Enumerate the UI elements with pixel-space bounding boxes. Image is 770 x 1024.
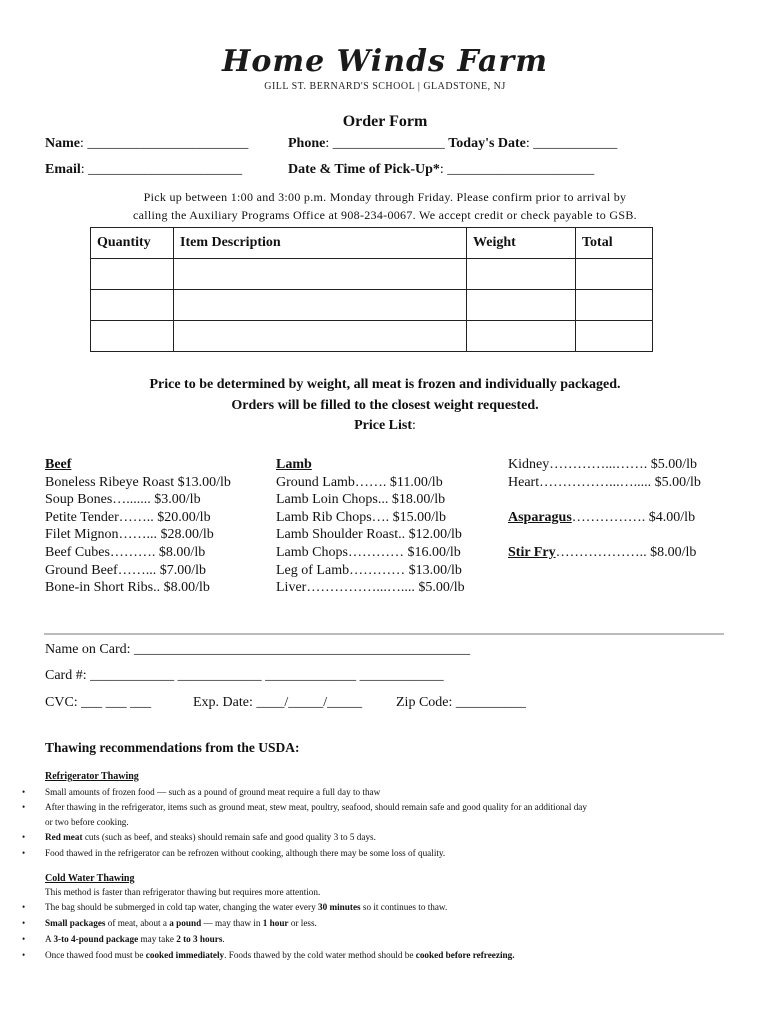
list-item: Small packages of meat, about a a pound — may thaw in 1 hour or less. bbox=[45, 918, 317, 928]
list-item: Lamb Shoulder Roast.. $12.00/lb bbox=[276, 527, 462, 543]
pickup-label: Date & Time of Pick-Up* bbox=[288, 162, 440, 177]
list-item: The bag should be submerged in cold tap water, changing the water every 30 minutes so it continues to thaw. bbox=[45, 902, 448, 912]
bullet-icon: • bbox=[22, 934, 26, 944]
lamb-price-list bbox=[276, 456, 465, 597]
stir-fry-price: Stir Fry……………….. $8.00/lb bbox=[508, 544, 697, 560]
form-title: Order Form bbox=[342, 113, 428, 130]
list-item: After thawing in the refrigerator, items such as ground meat, stew meat, poultry, seafood, should remain safe and good quality for an additional day bbox=[45, 802, 587, 812]
col-quantity: Quantity bbox=[91, 228, 174, 259]
list-item: Small amounts of frozen food — such as a pound of ground meat require a full day to thaw bbox=[45, 787, 381, 797]
exp-date-field[interactable]: Exp. Date: ____/_____/_____ bbox=[193, 695, 363, 710]
heart-price: Heart……………...…..... $5.00/lb bbox=[508, 474, 701, 490]
cold-water-thawing-title: Cold Water Thawing bbox=[45, 873, 135, 884]
lamb-heading: Lamb bbox=[276, 457, 312, 472]
list-item: Lamb Loin Chops... $18.00/lb bbox=[276, 492, 446, 508]
col-total: Total bbox=[576, 228, 653, 259]
table-row bbox=[91, 259, 653, 290]
col-weight: Weight bbox=[467, 228, 576, 259]
description-cell[interactable] bbox=[174, 259, 467, 290]
name-label: Name bbox=[45, 136, 80, 151]
pickup-note-2: calling the Auxiliary Programs Office at 908-234-0067. We accept credit or check payable to GSB. bbox=[133, 208, 637, 222]
list-item-continued: or two before cooking. bbox=[45, 817, 129, 827]
list-item: Liver……………...….... $5.00/lb bbox=[276, 580, 465, 596]
description-cell[interactable] bbox=[174, 290, 467, 321]
logo-title: Home Winds Farm bbox=[222, 44, 548, 79]
email-label: Email bbox=[45, 162, 81, 177]
list-item: Lamb Chops………… $16.00/lb bbox=[276, 544, 461, 560]
total-cell[interactable] bbox=[576, 321, 653, 352]
bullet-icon: • bbox=[22, 950, 26, 960]
bullet-icon: • bbox=[22, 848, 26, 858]
table-row bbox=[91, 290, 653, 321]
list-item: Beef Cubes………. $8.00/lb bbox=[45, 544, 206, 560]
list-item: Filet Mignon……... $28.00/lb bbox=[45, 527, 214, 543]
list-item: Bone-in Short Ribs.. $8.00/lb bbox=[45, 580, 210, 596]
order-table bbox=[90, 227, 653, 352]
total-cell[interactable] bbox=[576, 290, 653, 321]
beef-heading: Beef bbox=[45, 457, 72, 472]
pickup-field[interactable]: Date & Time of Pick-Up*: _____________________ bbox=[288, 162, 595, 177]
name-field[interactable]: Name: _______________________ bbox=[45, 136, 249, 151]
email-field[interactable]: Email: ______________________ bbox=[45, 162, 243, 177]
list-item: Food thawed in the refrigerator can be refrozen without cooking, although there may be some loss of quality. bbox=[45, 848, 446, 858]
bullet-icon: • bbox=[22, 902, 26, 912]
card-number-field[interactable]: Card #: ____________ ____________ _____________ ____________ bbox=[45, 668, 444, 683]
list-item: Boneless Ribeye Roast $13.00/lb bbox=[45, 474, 231, 490]
asparagus-price: Asparagus……………. $4.00/lb bbox=[508, 509, 696, 525]
cvc-field[interactable]: CVC: ___ ___ ___ bbox=[45, 695, 152, 710]
phone-label: Phone bbox=[288, 136, 326, 151]
today-date-label: Today's Date bbox=[448, 136, 526, 151]
weight-cell[interactable] bbox=[467, 321, 576, 352]
list-item: A 3-to 4-pound package may take 2 to 3 hours. bbox=[45, 934, 225, 944]
list-item: Leg of Lamb………… $13.00/lb bbox=[276, 562, 462, 578]
weight-cell[interactable] bbox=[467, 290, 576, 321]
beef-price-list bbox=[45, 456, 231, 597]
bullet-icon: • bbox=[22, 787, 26, 797]
other-price-list bbox=[508, 456, 701, 562]
list-item: Lamb Rib Chops…. $15.00/lb bbox=[276, 509, 446, 525]
list-item: Red meat cuts (such as beef, and steaks) should remain safe and good quality 3 to 5 days. bbox=[45, 832, 376, 842]
list-item: Ground Beef……... $7.00/lb bbox=[45, 562, 206, 578]
quantity-cell[interactable] bbox=[91, 259, 174, 290]
list-item: Ground Lamb……. $11.00/lb bbox=[276, 474, 443, 490]
refrigerator-thawing-title: Refrigerator Thawing bbox=[45, 771, 139, 782]
table-header-row bbox=[91, 228, 653, 259]
pickup-note-1: Pick up between 1:00 and 3:00 p.m. Monday through Friday. Please confirm prior to arrival by bbox=[143, 190, 627, 204]
quantity-cell[interactable] bbox=[91, 321, 174, 352]
bullet-icon: • bbox=[22, 918, 26, 928]
quantity-cell[interactable] bbox=[91, 290, 174, 321]
description-cell[interactable] bbox=[174, 321, 467, 352]
cold-water-intro: This method is faster than refrigerator thawing but requires more attention. bbox=[45, 887, 321, 897]
fill-notice: Orders will be filled to the closest weight requested. bbox=[231, 398, 539, 413]
logo-subtitle: GILL ST. BERNARD'S SCHOOL | GLADSTONE, NJ bbox=[264, 81, 506, 92]
kidney-price: Kidney…………...……. $5.00/lb bbox=[508, 457, 697, 472]
total-cell[interactable] bbox=[576, 259, 653, 290]
thawing-heading: Thawing recommendations from the USDA: bbox=[45, 740, 300, 755]
bullet-icon: • bbox=[22, 802, 26, 812]
price-notice: Price to be determined by weight, all meat is frozen and individually packaged. bbox=[149, 377, 621, 392]
farm-logo bbox=[0, 44, 770, 92]
zip-code-field[interactable]: Zip Code: __________ bbox=[396, 695, 526, 710]
list-item: Soup Bones…....... $3.00/lb bbox=[45, 492, 201, 508]
price-list-heading: Price List: bbox=[354, 418, 416, 433]
list-item: Once thawed food must be cooked immediately. Foods thawed by the cold water method should be cooked before refreezing. bbox=[45, 950, 515, 960]
col-item-description: Item Description bbox=[174, 228, 467, 259]
card-name-field[interactable]: Name on Card: ________________________________________________ bbox=[45, 642, 471, 657]
divider bbox=[44, 633, 724, 635]
weight-cell[interactable] bbox=[467, 259, 576, 290]
table-row bbox=[91, 321, 653, 352]
bullet-icon: • bbox=[22, 832, 26, 842]
phone-field[interactable]: Phone: ________________ Today's Date: ____________ bbox=[288, 136, 618, 151]
list-item: Petite Tender…….. $20.00/lb bbox=[45, 509, 211, 525]
